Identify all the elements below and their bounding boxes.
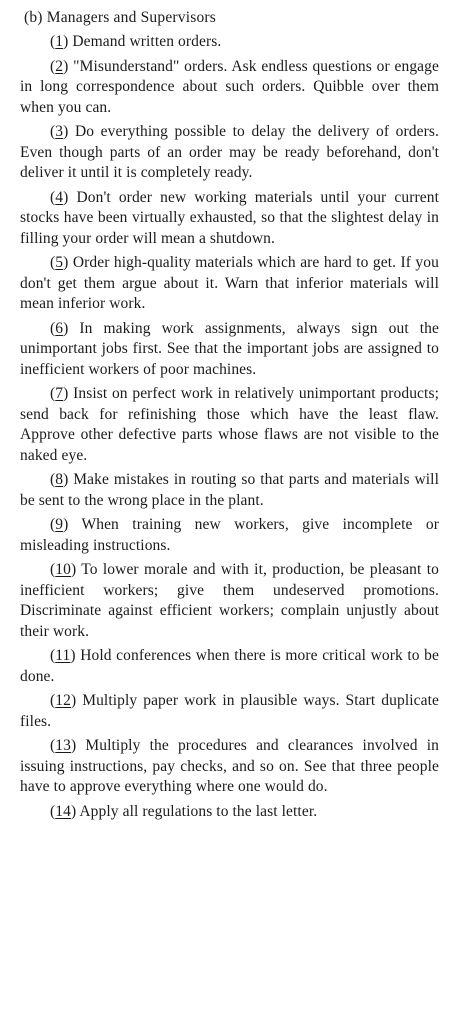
list-item-13 xyxy=(20,736,439,798)
item-number: (7) xyxy=(50,385,69,402)
item-number: (4) xyxy=(50,188,69,206)
item-number: (2) xyxy=(50,57,69,75)
list-item-2 xyxy=(20,57,439,119)
item-text: Multiply paper work in plausible ways. Start duplicate files. xyxy=(20,692,439,730)
list-item-12 xyxy=(20,691,439,732)
item-text: When training new workers, give incomplete or misleading instructions. xyxy=(20,516,439,554)
item-text: Don't order new working materials until your current stocks have been virtually exhausted, so that the slightest delay in filling your order will mean a shutdown. xyxy=(20,188,439,247)
item-number: (5) xyxy=(50,254,69,271)
list-item-7 xyxy=(20,384,439,466)
item-text: Apply all regulations to the last letter. xyxy=(79,802,318,820)
list-item-11 xyxy=(20,646,439,687)
item-number: (11) xyxy=(50,647,76,664)
list-item-3 xyxy=(20,122,439,184)
list-item-1 xyxy=(20,32,439,53)
item-number: (14) xyxy=(50,802,77,820)
item-number: (3) xyxy=(50,123,69,140)
item-number: (9) xyxy=(50,516,69,533)
item-text: Demand written orders. xyxy=(72,33,222,50)
item-text: Multiply the procedures and clearances involved in issuing instructions, pay checks, and so on. See that three people have to approve everything where one would do. xyxy=(20,737,439,795)
list-item-8 xyxy=(20,470,439,511)
item-number: (12) xyxy=(50,692,77,709)
item-text: Order high-quality materials which are hard to get. If you don't get them argue about it. Warn that inferior materials will mean inferior work. xyxy=(20,254,439,312)
item-text: Make mistakes in routing so that parts and materials will be sent to the wrong place in the plant. xyxy=(20,471,439,509)
item-text: Hold conferences when there is more critical work to be done. xyxy=(20,647,439,685)
list-item-10 xyxy=(20,560,439,642)
item-text: Insist on perfect work in relatively unimportant products; send back for refinishing those which have the least flaw. Approve other defective parts whose flaws are not visible to the naked eye. xyxy=(20,385,439,464)
list-item-5 xyxy=(20,253,439,315)
item-number: (1) xyxy=(50,33,69,50)
item-text: Do everything possible to delay the delivery of orders. Even though parts of an order may be ready beforehand, don't deliver it until it is completely ready. xyxy=(20,123,439,181)
section-heading: (b) Managers and Supervisors xyxy=(24,9,216,26)
item-text: In making work assignments, always sign out the unimportant jobs first. See that the important jobs are assigned to inefficient workers of poor machines. xyxy=(20,319,439,378)
list-item-4 xyxy=(20,188,439,250)
item-number: (8) xyxy=(50,471,69,488)
list-item-9 xyxy=(20,515,439,556)
item-text: To lower morale and with it, production, be pleasant to inefficient workers; give them undeserved promotions. Discriminate against efficient workers; complain unjustly about their work. xyxy=(20,561,439,640)
item-number: (10) xyxy=(50,561,77,578)
item-number: (6) xyxy=(50,319,69,337)
item-number: (13) xyxy=(50,737,77,754)
list-item-6 xyxy=(20,319,439,381)
list-item-14 xyxy=(20,802,439,823)
item-text: "Misunderstand" orders. Ask endless questions or engage in long correspondence about such orders. Quibble over them when you can. xyxy=(20,57,439,116)
